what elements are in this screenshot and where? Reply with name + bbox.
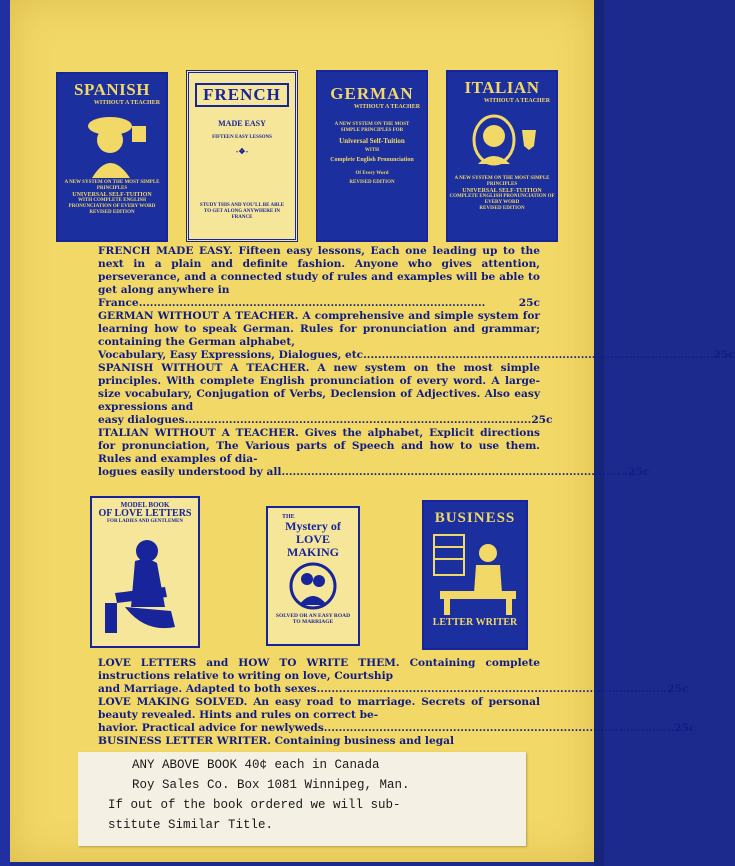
italian-cover-line: COMPLETE ENGLISH PRONUNCIATION OF EVERY WORD: [449, 194, 555, 205]
love-letters-cover-title: OF LOVE LETTERS: [98, 508, 192, 519]
entry-heading: LOVE MAKING SOLVED.: [98, 696, 248, 708]
entry-body: Containing business and legal: [274, 735, 454, 747]
entry-price: 25c: [531, 414, 553, 426]
woman-writing-illustration-icon: [95, 527, 195, 633]
german-cover-line: WITH: [364, 148, 380, 153]
spanish-cover-subtitle: WITHOUT A TEACHER: [93, 100, 161, 106]
love-letters-book-cover: [90, 496, 200, 648]
italian-book-cover: [446, 70, 558, 242]
entry-price: 25c: [518, 297, 540, 309]
entry-body: Fifteen easy lessons, Each one leading up to the next in a plain and definite fashion. Anyone who gives attention, perseverance, and a connected study of rules and examples will be able to get along anywhere in: [98, 245, 540, 296]
entry-last-line: Vocabulary, Easy Expressions, Dialogues, etc.: [98, 349, 367, 361]
portrait-illustration-icon: [72, 108, 152, 178]
spanish-cover-line: WITH COMPLETE ENGLISH PRONUNCIATION OF EVERY WORD: [68, 198, 156, 209]
german-cover-line: Universal Self-Tuition: [339, 137, 405, 145]
italian-cover-line: A NEW SYSTEM ON THE MOST SIMPLE PRINCIPLES: [454, 176, 550, 187]
love-making-cover-sub: SOLVED OR AN EASY ROAD TO MARRIAGE: [275, 613, 351, 625]
entry-heading: ITALIAN WITHOUT A TEACHER.: [98, 427, 299, 439]
love-making-book-cover: [266, 506, 360, 646]
german-cover-subtitle: WITHOUT A TEACHER: [353, 104, 421, 110]
german-cover-title: GERMAN: [330, 84, 414, 103]
leader-dots: ..............................................................................................: [281, 466, 629, 478]
love-making-cover-title: Mystery of LOVE MAKING: [285, 519, 341, 559]
couple-illustration-icon: [283, 561, 343, 611]
letter-books-descriptions: [98, 657, 696, 748]
price-sticker: [78, 752, 526, 846]
entry-heading: BUSINESS LETTER WRITER.: [98, 735, 271, 747]
entry-price: 25c: [674, 722, 696, 734]
entry-body: A comprehensive and simple system for learning how to speak German. Rules for pronunciation and grammar; containing the German alphabet,: [98, 310, 540, 348]
german-cover-line: Complete English Pronunciation: [330, 157, 414, 163]
back-cover-page: [10, 0, 735, 862]
spanish-cover-title: SPANISH: [74, 80, 150, 99]
leader-dots: ..............................................................................................: [366, 349, 714, 361]
business-letter-writer-book-cover: [422, 500, 528, 650]
french-book-cover: [186, 70, 298, 242]
german-cover-line: A NEW SYSTEM ON THE MOST SIMPLE PRINCIPLES FOR: [334, 122, 410, 133]
entry-last-line: easy dialogues: [98, 414, 185, 426]
portrait-illustration-icon: [460, 106, 544, 172]
french-cover-line: FIFTEEN EASY LESSONS: [212, 135, 272, 140]
italian-cover-title: ITALIAN: [464, 78, 540, 97]
entry-heading: GERMAN WITHOUT A TEACHER.: [98, 310, 299, 322]
german-book-cover: [316, 70, 428, 242]
leader-dots: ..............................................................................................: [327, 722, 675, 734]
entry-last-line: France: [98, 297, 139, 309]
ornament-icon: -❖-: [235, 147, 249, 156]
love-letters-cover-sub: FOR LADIES AND GENTLEMEN: [107, 519, 183, 524]
leader-dots: ..............................................................................................: [320, 683, 667, 695]
entry-price: 25c: [628, 466, 650, 478]
entry-love-letters: [98, 657, 689, 696]
leader-dots: ..............................................................................................: [184, 414, 532, 426]
entry-last-line: and Marriage. Adapted to both sexes.: [98, 683, 321, 695]
sticker-line: Roy Sales Co. Box 1081 Winnipeg, Man.: [132, 778, 410, 792]
french-cover-line: STUDY THIS AND YOU'LL BE ABLE TO GET ALONG ANYWHERE IN FRANCE: [199, 203, 285, 220]
spanish-cover-line: UNIVERSAL SELF-TUITION: [72, 192, 152, 198]
entry-heading: FRENCH MADE EASY.: [98, 245, 233, 257]
entry-body: A new system on the most simple principles. With complete English pronunciation of every word. A large-size vocabulary, Conjugation of Verbs, Declension of Adjectives. Also easy expressions and: [98, 362, 540, 413]
book-right-edge: [594, 0, 604, 866]
sticker-line: stitute Similar Title.: [108, 818, 274, 832]
spanish-book-cover: [56, 72, 168, 242]
entry-last-line: logues easily understood by all: [98, 466, 282, 478]
german-cover-line: Of Every Word: [355, 171, 389, 176]
entry-french: [98, 245, 540, 310]
italian-cover-line: REVISED EDITION: [479, 206, 525, 211]
spanish-cover-line: REVISED EDITION: [89, 210, 135, 215]
entry-heading: LOVE LETTERS and HOW TO WRITE THEM.: [98, 657, 400, 669]
entry-german: [98, 310, 735, 362]
german-cover-line: REVISED EDITION: [349, 180, 395, 185]
sticker-line: ANY ABOVE BOOK 40¢ each in Canada: [132, 758, 380, 772]
entry-price: 25c: [666, 683, 689, 695]
love-letters-cover-top: MODEL BOOK: [120, 501, 170, 509]
entry-italian: [98, 427, 650, 479]
entry-body: Gives the alphabet, Explicit directions for pronunciation, The Various parts of Speech and how to use them. Rules and examples of dia-: [98, 427, 540, 465]
entry-spanish: [98, 362, 553, 427]
french-cover-subtitle: MADE EASY: [218, 119, 266, 128]
business-cover-title: BUSINESS: [434, 510, 516, 526]
entry-price: 25c: [713, 349, 735, 361]
entry-body: An easy road to marriage. Secrets of personal beauty revealed. Hints and rules on correct be-: [98, 696, 540, 721]
sticker-line: If out of the book ordered we will sub-: [108, 798, 401, 812]
love-making-cover-top: THE: [282, 514, 295, 520]
italian-cover-subtitle: WITHOUT A TEACHER: [483, 98, 551, 104]
leader-dots: ..............................................................................................: [138, 297, 486, 309]
french-cover-title: FRENCH: [195, 83, 289, 107]
entry-business-letter-writer: [98, 735, 540, 748]
entry-love-making: [98, 696, 696, 735]
entry-last-line: havior. Practical advice for newlyweds.: [98, 722, 328, 734]
book-spine-edge: [0, 0, 10, 866]
language-books-descriptions: [98, 245, 735, 479]
spanish-cover-line: A NEW SYSTEM ON THE MOST SIMPLE PRINCIPLES: [64, 180, 160, 191]
entry-heading: SPANISH WITHOUT A TEACHER.: [98, 362, 310, 374]
italian-cover-line: UNIVERSAL SELF-TUITION: [462, 188, 542, 194]
entry-body: Containing complete instructions relative to writing on love, Courtship: [98, 657, 540, 682]
clerk-at-desk-illustration-icon: [430, 531, 520, 615]
business-cover-sub: LETTER WRITER: [432, 617, 518, 628]
